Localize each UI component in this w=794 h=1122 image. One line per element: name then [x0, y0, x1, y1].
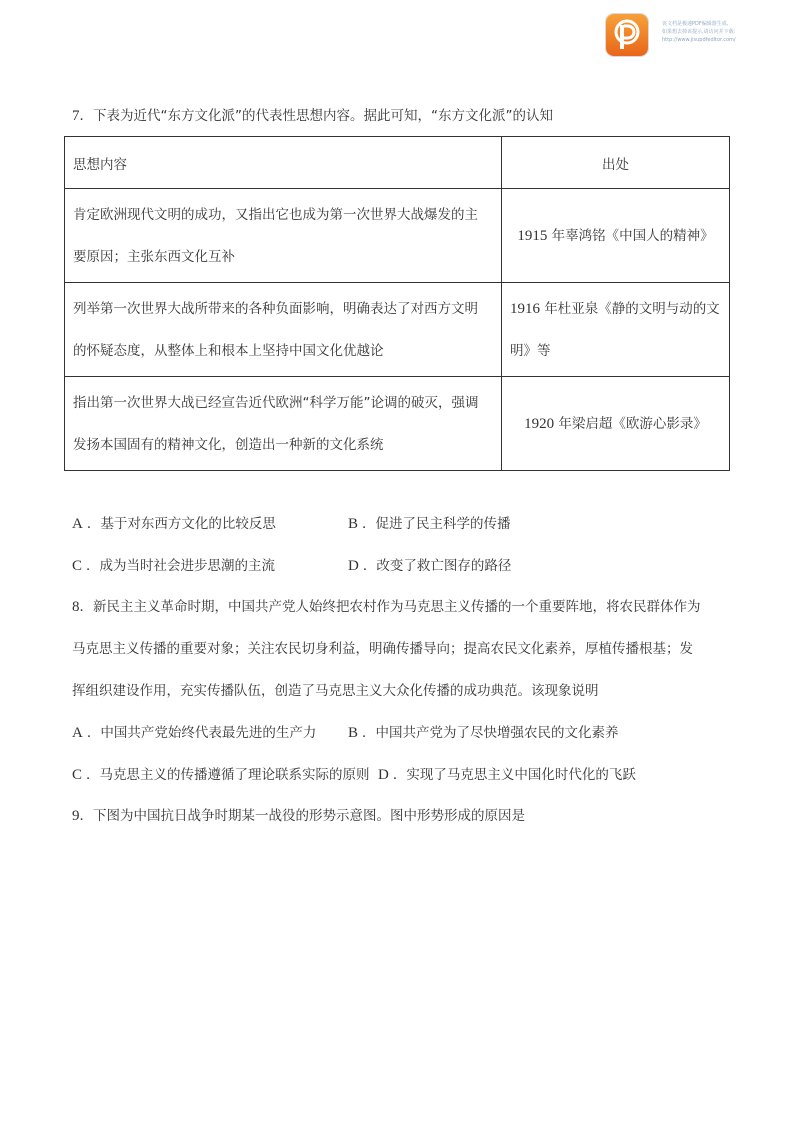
- source-cell: 1916 年杜亚泉《静的文明与动的文 明》等: [502, 283, 730, 377]
- thought-table: [64, 136, 730, 471]
- q8-option-b[interactable]: B ．中国共产党为了尽快增强农民的文化素养: [348, 725, 619, 741]
- question-8-stem: 8．新民主主义革命时期，中国共产党人始终把农村作为马克思主义传播的一个重要阵地，将农民群体作为 马克思主义传播的重要对象；关注农民切身利益，明确传播导向；提高农民文化素养，厚植传播根基；发 挥组织建设作用，充实传播队伍，创造了马克思主义大众化传播的成功典范。该现象说明: [72, 599, 701, 699]
- table-row: [65, 283, 730, 377]
- q7-option-a[interactable]: A ．基于对东西方文化的比较反思: [72, 516, 276, 532]
- q8-option-c[interactable]: C ．马克思主义的传播遵循了理论联系实际的原则: [72, 767, 370, 783]
- header-source: 出处: [502, 137, 730, 189]
- watermark: [606, 14, 786, 58]
- watermark-text: 该文档是极速PDF编辑器生成, 如果想去掉该提示,请访问并下载: http://www.jisupdfeditor.com/: [662, 21, 736, 43]
- table-row: [65, 377, 730, 471]
- q8-option-d[interactable]: D ．实现了马克思主义中国化时代化的飞跃: [378, 767, 636, 783]
- table-header-row: [65, 137, 730, 189]
- content-cell: 指出第一次世界大战已经宣告近代欧洲“科学万能”论调的破灭，强调 发扬本国固有的精神文化，创造出一种新的文化系统: [65, 377, 502, 471]
- q7-option-b[interactable]: B ．促进了民主科学的传播: [348, 516, 511, 532]
- q7-option-c[interactable]: C ．成为当时社会进步思潮的主流: [72, 558, 276, 574]
- source-cell: 1915 年辜鸿铭《中国人的精神》: [502, 189, 730, 283]
- header-content: 思想内容: [65, 137, 502, 189]
- q8-option-a[interactable]: A ．中国共产党始终代表最先进的生产力: [72, 725, 317, 741]
- source-cell: 1920 年梁启超《欧游心影录》: [502, 377, 730, 471]
- content-cell: 肯定欧洲现代文明的成功，又指出它也成为第一次世界大战爆发的主 要原因；主张东西文化互补: [65, 189, 502, 283]
- question-7-stem: 7．下表为近代“东方文化派”的代表性思想内容。据此可知，“东方文化派”的认知: [72, 108, 553, 124]
- table-row: [65, 189, 730, 283]
- question-9-stem: 9．下图为中国抗日战争时期某一战役的形势示意图。图中形势形成的原因是: [72, 808, 525, 824]
- pdf-editor-logo-icon: [606, 14, 648, 56]
- q7-option-d[interactable]: D ．改变了救亡图存的路径: [348, 558, 512, 574]
- content-cell: 列举第一次世界大战所带来的各种负面影响，明确表达了对西方文明 的怀疑态度，从整体上和根本上坚持中国文化优越论: [65, 283, 502, 377]
